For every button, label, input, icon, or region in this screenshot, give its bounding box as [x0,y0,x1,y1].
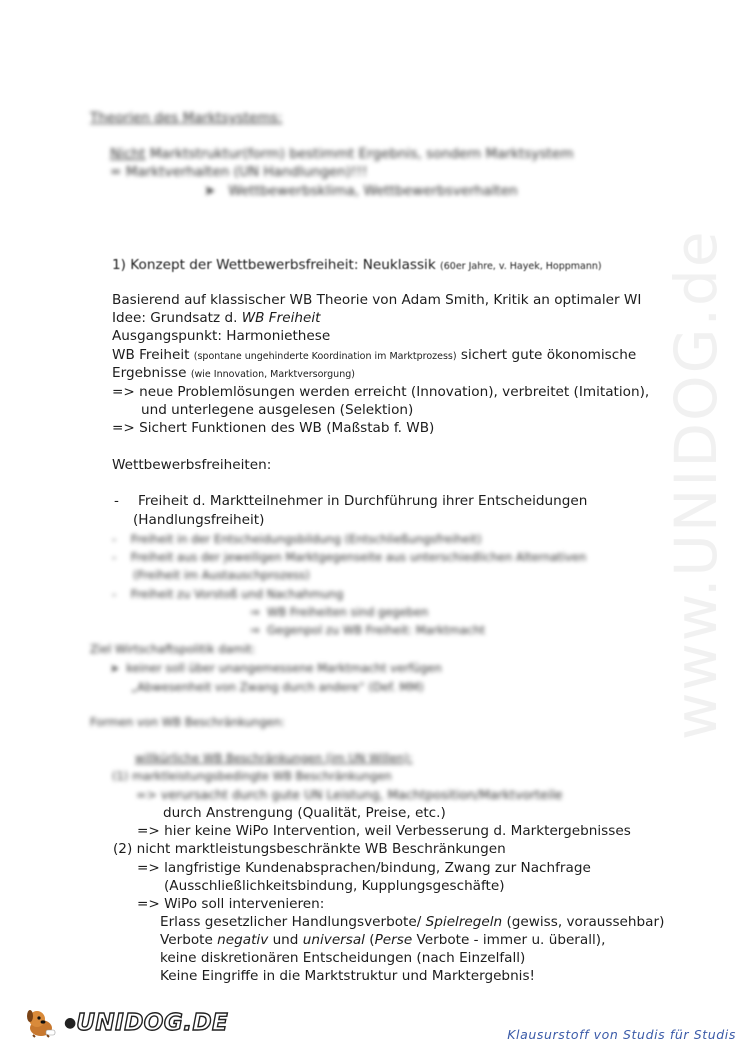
dog-mascot-icon [24,1008,58,1038]
bottom-line-8-d: universal [302,932,365,948]
section-1-title-small: (60er Jahre, v. Hayek, Hoppmann) [440,261,602,272]
blurred-line-3-text: Wettbewerbsklima, Wettbewerbsverhalten [228,183,518,199]
blurred-mid-2: - Freiheit aus der jeweiligen Marktgegenseite aus unterschiedlichen Alternativen [112,550,587,564]
body-line-5 [112,365,355,383]
blurred-line-3 [204,183,518,200]
body-line-9: Wettbewerbsfreiheiten: [112,457,272,473]
blurred-mid-13: => verursacht durch gute UN Leistung, Machtposition/Marktvorteile [136,787,563,802]
blurred-mid-4: - Freiheit zu Vorstoß und Nachahmung [112,587,344,601]
unidog-logo[interactable] [24,1008,228,1038]
body-line-4 [112,347,636,365]
blurred-mid-10: Formen von WB Beschränkungen: [90,715,285,729]
heading-theorien: Theorien des Marktsystems: [90,110,283,126]
bottom-line-8-a: Verbote [160,932,218,948]
nicht-underlined: Nicht [110,146,146,162]
black-arrow-icon: ➤ [110,662,127,675]
body-line-4-small: (spontane ungehinderte Koordination im Marktprozess) [193,351,457,362]
blurred-mid-8-text: keiner soll über unangemessene Marktmacht verfügen [126,661,442,675]
paw-icon: ● [64,1015,77,1031]
blurred-mid-3: (Freiheit im Austauschprozess) [133,568,310,582]
bottom-line-5: (Ausschließlichkeitsbindung, Kupplungsgeschäfte) [164,878,505,894]
body-line-6: => neue Problemlösungen werden erreicht (Innovation), verbreitet (Imitation), [112,384,650,400]
bottom-line-8-b: negativ [217,932,269,948]
body-line-5-small: (wie Innovation, Marktversorgung) [190,369,355,380]
blurred-mid-8 [110,660,442,677]
arrow-bullet-icon: ➤ [204,183,229,199]
body-line-5-a: Ergebnisse [112,365,191,381]
body-line-7: und unterlegene ausgelesen (Selektion) [141,402,414,418]
section-1-title-main: 1) Konzept der Wettbewerbsfreiheit: Neuklassik [112,257,436,273]
body-line-1: Basierend auf klassischer WB Theorie von Adam Smith, Kritik an optimaler WI [112,292,642,308]
body-line-10: Freiheit d. Marktteilnehmer in Durchführung ihrer Entscheidungen [138,493,588,509]
blurred-line-2: = Marktverhalten (UN Handlungen)!!! [110,164,368,180]
bottom-line-1: durch Anstrengung (Qualität, Preise, etc.) [163,805,446,821]
body-line-4-a: WB Freiheit [112,347,194,363]
bottom-line-4: => langfristige Kundenabsprachen/bindung, Zwang zur Nachfrage [137,860,591,876]
blurred-mid-5 [250,604,428,621]
bottom-line-8-g: Verbote - immer u. überall), [412,932,606,948]
body-line-2 [112,310,320,327]
section-1-title [112,257,602,275]
body-line-11: (Handlungsfreiheit) [133,512,265,528]
blurred-line-1 [110,146,573,163]
logo-text: UNIDOG.DE [76,1010,229,1036]
watermark: www.UNIDOG.de [662,229,730,740]
bottom-line-7-c: (gewiss, voraussehbar) [502,914,665,930]
bottom-line-6: => WiPo soll intervenieren: [137,896,325,912]
blurred-mid-4-text: Freiheit zu Vorstoß und Nachahmung [130,587,344,601]
body-line-8: => Sichert Funktionen des WB (Maßstab f. WB) [112,420,435,436]
footer-tagline: Klausurstoff von Studis für Studis [507,1027,736,1042]
body-line-4-b: sichert gute ökonomische [456,347,637,363]
bottom-line-3: (2) nicht marktleistungsbeschränkte WB Beschränkungen [113,841,506,857]
bottom-line-2: => hier keine WiPo Intervention, weil Verbesserung d. Marktergebnisses [137,823,631,839]
body-line-3: Ausgangspunkt: Harmoniethese [112,328,331,344]
blurred-mid-1: - Freiheit in der Entscheidungsbildung (Entschließungsfreiheit) [112,532,482,546]
blurred-mid-6 [250,622,485,639]
bottom-line-7-a: Erlass gesetzlicher Handlungsverbote/ [160,914,426,930]
bottom-line-8-c: und [268,932,303,948]
blurred-mid-2-text: Freiheit aus der jeweiligen Marktgegenseite aus unterschiedlichen Alternativen [130,550,587,564]
blurred-mid-12: (1) marktleistungsbedingte WB Beschränkungen [112,769,392,783]
bottom-line-7-b: Spielregeln [425,914,503,930]
body-line-2-a: Idee: Grundsatz d. [112,310,242,326]
arrow-icon: ⇒ [250,605,267,619]
bottom-line-10: Keine Eingriffe in die Marktstruktur und Marktergebnis! [160,968,535,984]
blurred-line-1-rest: Marktstruktur(form) bestimmt Ergebnis, sondern Marktsystem [145,146,574,162]
blurred-mid-9: „Abwesenheit von Zwang durch andere“ (Def. MM) [131,680,424,694]
bottom-line-9: keine diskretionären Entscheidungen (nach Einzelfall) [160,950,526,966]
blurred-mid-7: Ziel Wirtschaftspolitik damit: [90,642,256,656]
arrow-icon: ⇒ [250,623,267,637]
bottom-line-8-e: ( [364,932,375,948]
bottom-line-8-f: Perse [374,932,413,948]
blurred-mid-5-text: WB Freiheiten sind gegeben [266,605,429,619]
blurred-mid-1-text: Freiheit in der Entscheidungsbildung (Entschließungsfreiheit) [130,532,482,546]
blurred-mid-6-text: Gegenpol zu WB Freiheit: Marktmacht [266,623,486,637]
bottom-line-7 [160,914,664,931]
body-line-2-b: WB Freiheit [241,310,321,326]
body-line-10-dash: - [114,493,119,509]
bottom-line-8 [160,932,605,949]
blurred-mid-11: willkürliche WB Beschränkungen (im UN Willen): [135,751,413,765]
